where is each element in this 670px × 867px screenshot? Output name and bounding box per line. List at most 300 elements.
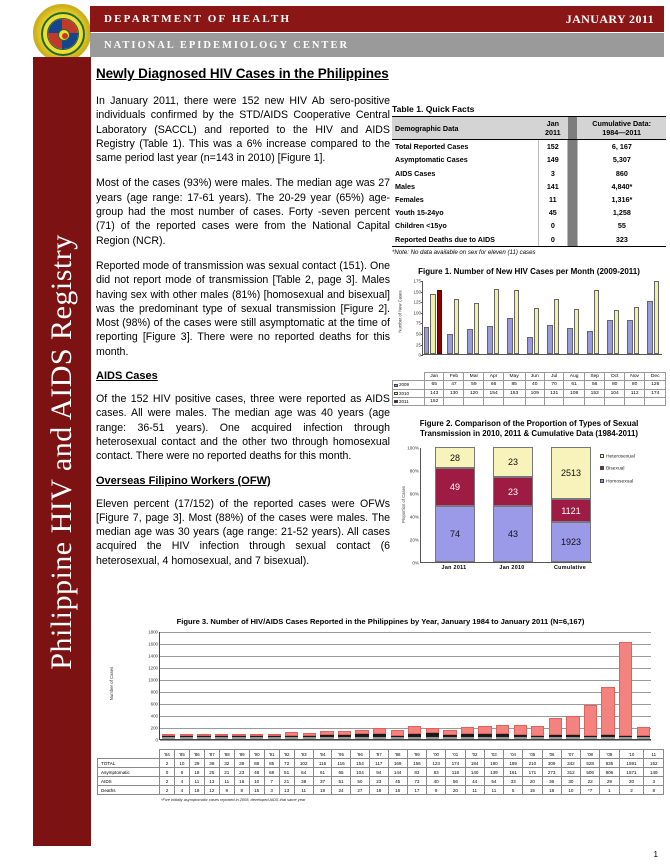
- figure3-segment-asymptomatic: [461, 727, 474, 734]
- figure3-value-cell: 24: [332, 786, 350, 795]
- figure1-ytick: 100: [413, 310, 421, 316]
- figure3-value-cell: 83: [427, 768, 446, 777]
- figure3-segment-asymptomatic: [637, 727, 650, 736]
- th-spacer: [568, 117, 578, 140]
- figure1-value-cell: 152: [425, 397, 444, 405]
- figure3-segment-deaths: [637, 737, 650, 739]
- figure3-ylabel: Number of Cases: [109, 666, 115, 701]
- figure3-segment-asymptomatic: [478, 726, 491, 734]
- figure3-stacked-bar: [162, 734, 175, 739]
- figure2-segment: 1121: [551, 499, 591, 522]
- cell-spacer: [568, 233, 578, 247]
- figure1-value-cell: [484, 397, 503, 405]
- figure1-value-cell: 154: [484, 389, 503, 397]
- cell-jan-2011: 0: [538, 233, 568, 247]
- figure1-bar: [607, 320, 612, 354]
- figure3-segment-deaths: [215, 737, 228, 739]
- figure1-bar: [430, 294, 435, 354]
- figure3-value-cell: 506: [581, 768, 600, 777]
- figure3-value-cell: 140: [465, 768, 484, 777]
- figure1-data-table: [392, 372, 666, 406]
- figure1-bar: [454, 299, 459, 354]
- figure3-ytick: 600: [150, 701, 158, 707]
- figure1-legend-swatch-icon: [394, 392, 398, 396]
- figure3-value-cell: 32: [219, 759, 234, 768]
- figure3-year-header: '09: [600, 750, 619, 759]
- figure3-table-header: [98, 750, 664, 759]
- table1-note: *Note: No data available on sex for eleven (11) cases: [392, 249, 536, 257]
- figure1-value-cell: 108: [564, 389, 585, 397]
- figure2-title-line2: Transmission in 2010, 2011 & Cumulative Data (1984-2011): [420, 428, 638, 438]
- figure3-stacked-bar: [408, 726, 421, 739]
- figure1-bar-group: [583, 280, 603, 354]
- figure3-value-cell: 8: [644, 786, 664, 795]
- figure1-bar: [587, 331, 592, 355]
- figure2-segment: 2513: [551, 447, 591, 499]
- figure3-block: [97, 617, 664, 802]
- cell-demographic: Males: [395, 181, 415, 191]
- figure3-value-cell: 18: [189, 786, 204, 795]
- figure3-segment-deaths: [355, 737, 368, 739]
- cell-cumulative: 6, 167: [577, 140, 666, 154]
- figure3-gridline: [160, 680, 651, 681]
- figure3-value-cell: 11: [484, 786, 503, 795]
- figure1-bar-group: [603, 280, 623, 354]
- figure3-year-header: '84: [160, 750, 175, 759]
- figure3-year-header: '87: [204, 750, 219, 759]
- figure3-value-cell: 44: [465, 777, 484, 786]
- figure1-value-cell: 130: [444, 389, 464, 397]
- figure1-bar: [554, 299, 559, 354]
- figure2-segment: 23: [493, 447, 533, 477]
- figure3-segment-asymptomatic: [496, 725, 509, 733]
- figure1-bar: [654, 281, 659, 355]
- figure3-stacked-bar: [461, 727, 474, 739]
- figure3-segment-deaths: [408, 737, 421, 739]
- figure3-stacked-bar: [601, 687, 614, 739]
- figure3-segment-deaths: [268, 737, 281, 739]
- figure3-value-cell: 156: [407, 759, 426, 768]
- figure3-segment-deaths: [619, 737, 632, 739]
- figure3-value-cell: 149: [644, 768, 664, 777]
- figure1-ylabel: Number of New Cases: [397, 290, 403, 333]
- figure3-segment-asymptomatic: [619, 642, 632, 736]
- figure3-segment-deaths: [303, 737, 316, 739]
- figure3-value-cell: 18: [542, 786, 561, 795]
- figure3-segment-deaths: [373, 737, 386, 739]
- table-row: [392, 233, 666, 247]
- figure1-plot-area: [413, 278, 662, 358]
- figure3-ytick: 1600: [148, 641, 158, 647]
- figure3-stacked-bar: [619, 642, 632, 739]
- figure3-value-cell: 13: [279, 786, 294, 795]
- figure3-value-cell: 9: [427, 786, 446, 795]
- figure3-value-cell: 38: [204, 759, 219, 768]
- figure3-segment-asymptomatic: [549, 718, 562, 734]
- figure3-value-cell: 528: [581, 759, 600, 768]
- cell-demographic: Reported Deaths due to AIDS: [392, 233, 538, 247]
- figure1-bar: [527, 337, 532, 354]
- figure3-value-cell: 806: [600, 768, 619, 777]
- figure3-year-header: 11: [644, 750, 664, 759]
- figure1-series-name: 2011: [399, 398, 409, 404]
- section-heading-ofw: Overseas Filipino Workers (OFW): [96, 474, 271, 487]
- sidebar-registry-banner: [33, 57, 91, 846]
- figure3-value-cell: 45: [388, 777, 407, 786]
- figure3-stacked-bar: [426, 728, 439, 739]
- figure3-value-cell: 51: [279, 768, 294, 777]
- figure3-segment-asymptomatic: [531, 726, 544, 736]
- figure3-value-cell: 161: [504, 768, 523, 777]
- figure3-value-cell: 73: [407, 777, 426, 786]
- figure1-series-label: [393, 397, 425, 405]
- figure1-month-header: Dec: [645, 373, 666, 381]
- figure3-year-header: '88: [219, 750, 234, 759]
- article-column: [96, 66, 390, 579]
- figure3-value-cell: 10: [561, 786, 580, 795]
- figure3-value-cell: 144: [388, 768, 407, 777]
- figure1-value-cell: 104: [605, 389, 624, 397]
- figure3-value-cell: 2: [160, 786, 175, 795]
- figure3-segment-deaths: [426, 737, 439, 739]
- figure2-xtick-label: Jan 2010: [499, 564, 525, 571]
- figure3-value-cell: 309: [542, 759, 561, 768]
- figure2-stacked-bar: [551, 447, 591, 562]
- figure3-stacked-bar: [584, 705, 597, 739]
- figure1-month-header: Feb: [444, 373, 464, 381]
- figure2-ytick: 60%: [409, 491, 419, 497]
- cell-cumulative: 323: [577, 233, 666, 247]
- figure2-stacked-bar: [435, 447, 475, 562]
- figure3-value-cell: 15: [523, 786, 542, 795]
- figure3-stacked-bar: [338, 731, 351, 739]
- figure3-value-cell: 1591: [619, 759, 644, 768]
- figure3-year-header: '96: [350, 750, 369, 759]
- figure2-title: [392, 419, 666, 439]
- figure3-value-cell: 1571: [619, 768, 644, 777]
- th-jan-year: 2011: [545, 128, 561, 138]
- figure1-value-cell: [503, 397, 525, 405]
- figure2-xtick-label: Cumulative: [553, 564, 587, 571]
- figure1-month-header: Jan: [425, 373, 444, 381]
- table-row: [392, 193, 666, 206]
- figure1-value-cell: 59: [464, 381, 484, 389]
- figure3-segment-asymptomatic: [601, 687, 614, 735]
- figure3-year-header: '10: [619, 750, 644, 759]
- header-banner-secondary: [90, 33, 664, 57]
- cell-cumulative: 1,316*: [577, 193, 666, 206]
- header-banner-primary: [90, 6, 664, 32]
- cell-spacer: [568, 180, 578, 193]
- cell-spacer: [568, 167, 578, 180]
- figure3-series-row: [98, 777, 664, 786]
- figure3-value-cell: 171: [523, 768, 542, 777]
- cell-spacer: [568, 219, 578, 232]
- table-row: [392, 140, 666, 154]
- figure1-bar: [467, 329, 472, 354]
- figure3-stacked-bar: [180, 734, 193, 739]
- figure3-value-cell: 20: [523, 777, 542, 786]
- figure1-month-header: Jul: [544, 373, 563, 381]
- figure2-ytick: 80%: [409, 468, 419, 474]
- figure1-ytick: 25: [415, 342, 421, 348]
- figure3-year-header: '89: [234, 750, 249, 759]
- figure3-note: *Five initially asymptomatic cases reported in 2008, developed AIDS that same year: [161, 796, 306, 802]
- figure3-series-label: Deaths: [98, 786, 160, 795]
- figure3-value-cell: 9: [219, 786, 234, 795]
- figure1-value-cell: 85: [503, 381, 525, 389]
- figure3-value-cell: 19: [313, 786, 331, 795]
- figure3-ytick: 800: [150, 689, 158, 695]
- figure3-value-cell: 18: [189, 768, 204, 777]
- figure1-month-header: Nov: [624, 373, 645, 381]
- figure1-value-cell: 131: [544, 389, 563, 397]
- figure1-bar: [424, 327, 429, 354]
- figure1-bar-group: [643, 280, 663, 354]
- figure2-legend: [600, 454, 635, 491]
- figure3-year-header: '08: [581, 750, 600, 759]
- figure1-table-corner: [393, 373, 425, 381]
- figure1-table-header: [393, 373, 666, 381]
- figure2-legend-swatch-icon: [600, 454, 604, 458]
- figure3-value-cell: 154: [350, 759, 369, 768]
- section-heading-aids-cases: AIDS Cases: [96, 370, 158, 383]
- figure3-gridline: [160, 692, 651, 693]
- figure3-value-cell: 39: [234, 759, 249, 768]
- figure3-value-cell: 3: [264, 786, 279, 795]
- figure3-value-cell: 94: [370, 768, 388, 777]
- figure3-value-cell: 23: [370, 777, 388, 786]
- figure1-ytick: 150: [413, 289, 421, 295]
- figure2-legend-label: Homosexual: [606, 478, 634, 484]
- figure2-chart: [392, 444, 666, 582]
- cell-demographic: Children <15yo: [395, 221, 447, 231]
- figure3-value-cell: *7: [581, 786, 600, 795]
- figure2-ylabel: Proportion of Cases: [401, 485, 407, 523]
- th-cum-years: 1984—2011: [602, 128, 641, 138]
- figure3-plot-area: [148, 629, 651, 743]
- figure2-xtick-label: Jan 2011: [441, 564, 467, 571]
- issue-date: JANUARY 2011: [565, 11, 654, 26]
- figure3-stacked-bar: [478, 726, 491, 739]
- figure1-bar-group: [443, 280, 463, 354]
- figure3-gridline: [160, 644, 651, 645]
- cell-demographic: Females: [395, 195, 424, 205]
- figure3-year-header: '92: [279, 750, 294, 759]
- cell-jan-2011: 141: [538, 180, 568, 193]
- figure3-segment-deaths: [391, 737, 404, 739]
- figure3-value-cell: 72: [279, 759, 294, 768]
- figure3-stacked-bar: [215, 734, 228, 739]
- figure1-bar: [567, 328, 572, 354]
- figure3-value-cell: 65: [332, 768, 350, 777]
- section-text-aids-cases: Of the 152 HIV positive cases, three were reported as AIDS cases. All were males. The median age was 40 years (age range: 36-51 years). One acquired infection through heterosexual contact and the other two through homosexual contact. There were no reported deaths for this month.: [96, 393, 390, 463]
- figure3-year-header: '98: [388, 750, 407, 759]
- figure1-month-header: Jun: [525, 373, 544, 381]
- figure1-bar: [474, 303, 479, 354]
- figure1-value-cell: [584, 397, 605, 405]
- figure2-legend-swatch-icon: [600, 479, 604, 483]
- doh-seal-icon: [33, 4, 91, 62]
- figure3-gridline: [160, 632, 651, 633]
- figure1-bar-group: [523, 280, 543, 354]
- sidebar-title: Philippine HIV and AIDS Registry: [45, 233, 78, 670]
- figure1-value-cell: 174: [645, 389, 666, 397]
- figure3-value-cell: 102: [294, 759, 313, 768]
- figure3-value-cell: 61: [313, 768, 331, 777]
- figure3-value-cell: 174: [446, 759, 465, 768]
- figure3-value-cell: 2: [619, 786, 644, 795]
- cell-cumulative: 55: [577, 219, 666, 232]
- figure1-value-cell: 109: [525, 389, 544, 397]
- figure3-value-cell: 54: [484, 777, 503, 786]
- figure3-value-cell: 16: [234, 777, 249, 786]
- figure3-ytick: 1000: [148, 677, 158, 683]
- figure3-value-cell: 23: [234, 768, 249, 777]
- figure3-series-label: Asymptomatic: [98, 768, 160, 777]
- figure1-bar: [647, 301, 652, 354]
- figure1-series-row: [393, 389, 666, 397]
- figure3-segment-deaths: [180, 737, 193, 739]
- figure1-month-header: Sep: [584, 373, 605, 381]
- figure1-bar: [447, 334, 452, 354]
- table-row: [392, 167, 666, 180]
- th-jan: [538, 117, 568, 140]
- figure3-value-cell: 20: [619, 777, 644, 786]
- figure3-value-cell: 104: [350, 768, 369, 777]
- figure3-gridline: [160, 704, 651, 705]
- figure3-data-table: [97, 749, 664, 795]
- figure3-segment-deaths: [478, 737, 491, 739]
- figure3-stacked-bar: [637, 727, 650, 739]
- table-row: [392, 180, 666, 193]
- figure3-stacked-bar: [496, 725, 509, 739]
- page-header: [0, 0, 670, 62]
- figure1-value-cell: [525, 397, 544, 405]
- figure1-bar-group: [483, 280, 503, 354]
- figure1-bar-group: [463, 280, 483, 354]
- figure3-value-cell: 2: [160, 777, 175, 786]
- figure3-value-cell: 88: [249, 759, 264, 768]
- figure3-value-cell: 7: [264, 777, 279, 786]
- figure2-ytick: 0%: [412, 560, 419, 566]
- cell-spacer: [568, 140, 578, 154]
- figure3-segment-deaths: [162, 737, 175, 739]
- figure1-series-name: 2009: [399, 382, 410, 388]
- figure1-bar: [594, 290, 599, 355]
- figure3-value-cell: 56: [446, 777, 465, 786]
- cell-spacer: [568, 193, 578, 206]
- figure3-value-cell: 50: [350, 777, 369, 786]
- quick-facts-table: [392, 116, 666, 247]
- figure2-segment: 1923: [551, 522, 591, 562]
- figure1-bar: [514, 290, 519, 355]
- figure3-year-header: '94: [313, 750, 331, 759]
- figure3-year-header: '04: [504, 750, 523, 759]
- figure3-year-header: '90: [249, 750, 264, 759]
- figure1-value-cell: 126: [645, 381, 666, 389]
- figure3-stacked-bar: [285, 732, 298, 739]
- figure1-bar-group: [623, 280, 643, 354]
- figure1-bar-group: [423, 280, 443, 354]
- figure3-value-cell: 190: [484, 759, 503, 768]
- figure3-year-header: '03: [484, 750, 503, 759]
- figure3-ytick: 0: [155, 737, 158, 743]
- figure2-plot-area: [407, 445, 592, 566]
- figure1-tickmark: [421, 355, 423, 356]
- figure3-value-cell: 18: [370, 786, 388, 795]
- figure1-value-cell: [624, 397, 645, 405]
- figure1-value-cell: 56: [584, 381, 605, 389]
- figure1-value-cell: 61: [564, 381, 585, 389]
- figure3-year-header: '07: [561, 750, 580, 759]
- figure2-title-line1: Figure 2. Comparison of the Proportion of Types of Sexual: [419, 418, 639, 428]
- figure3-value-cell: 184: [465, 759, 484, 768]
- figure1-series-label: [393, 381, 425, 389]
- figure1-value-cell: [605, 397, 624, 405]
- figure3-value-cell: 123: [427, 759, 446, 768]
- figure3-stacked-bar: [303, 733, 316, 739]
- figure1-value-cell: 153: [503, 389, 525, 397]
- figure3-value-cell: 27: [350, 786, 369, 795]
- figure1-bar: [634, 307, 639, 354]
- figure1-ytick: 0: [418, 352, 421, 358]
- figure1-value-cell: 70: [544, 381, 563, 389]
- cell-demographic: Asymptomatic Cases: [395, 155, 468, 165]
- table1-title: Table 1. Quick Facts: [392, 104, 475, 114]
- figure1-series-row: [393, 381, 666, 389]
- cell-demographic: Youth 15-24yo: [395, 208, 444, 218]
- figure3-value-cell: 64: [294, 768, 313, 777]
- figure3-value-cell: 48: [249, 768, 264, 777]
- figure3-series-row: [98, 768, 664, 777]
- figure3-stacked-bar: [514, 725, 527, 739]
- figure3-value-cell: 2: [160, 759, 175, 768]
- figure3-stacked-bar: [443, 730, 456, 739]
- figures-column: [392, 104, 666, 582]
- figure3-year-header: '01: [446, 750, 465, 759]
- figure2-legend-item: [600, 479, 635, 484]
- figure1-value-cell: [544, 397, 563, 405]
- cell-spacer: [568, 206, 578, 219]
- figure3-segment-deaths: [443, 737, 456, 739]
- figure1-ytick: 175: [413, 278, 421, 284]
- figure1-month-header: Apr: [484, 373, 503, 381]
- figure3-segment-deaths: [496, 737, 509, 739]
- figure3-value-cell: 68: [264, 768, 279, 777]
- figure3-segment-deaths: [250, 737, 263, 739]
- figure3-ytick: 400: [150, 713, 158, 719]
- figure1-chart: [392, 279, 666, 371]
- figure3-segment-deaths: [461, 737, 474, 739]
- figure3-value-cell: 5: [504, 786, 523, 795]
- cell-demographic: AIDS Cases: [395, 168, 436, 178]
- figure1-ytick: 75: [415, 320, 421, 326]
- figure3-value-cell: 835: [600, 759, 619, 768]
- figure3-value-cell: 25: [204, 768, 219, 777]
- figure3-value-cell: 11: [189, 777, 204, 786]
- figure2-ytick: 40%: [409, 514, 419, 520]
- cell-demographic: Total Reported Cases: [395, 142, 469, 152]
- figure3-value-cell: 118: [446, 768, 465, 777]
- figure3-stacked-bar: [391, 730, 404, 739]
- figure3-value-cell: 1: [600, 786, 619, 795]
- th-jan-month: Jan: [546, 119, 560, 129]
- figure3-value-cell: 10: [249, 777, 264, 786]
- figure3-year-header: '06: [542, 750, 561, 759]
- cell-jan-2011: 3: [538, 167, 568, 180]
- figure3-stacked-bar: [566, 716, 579, 739]
